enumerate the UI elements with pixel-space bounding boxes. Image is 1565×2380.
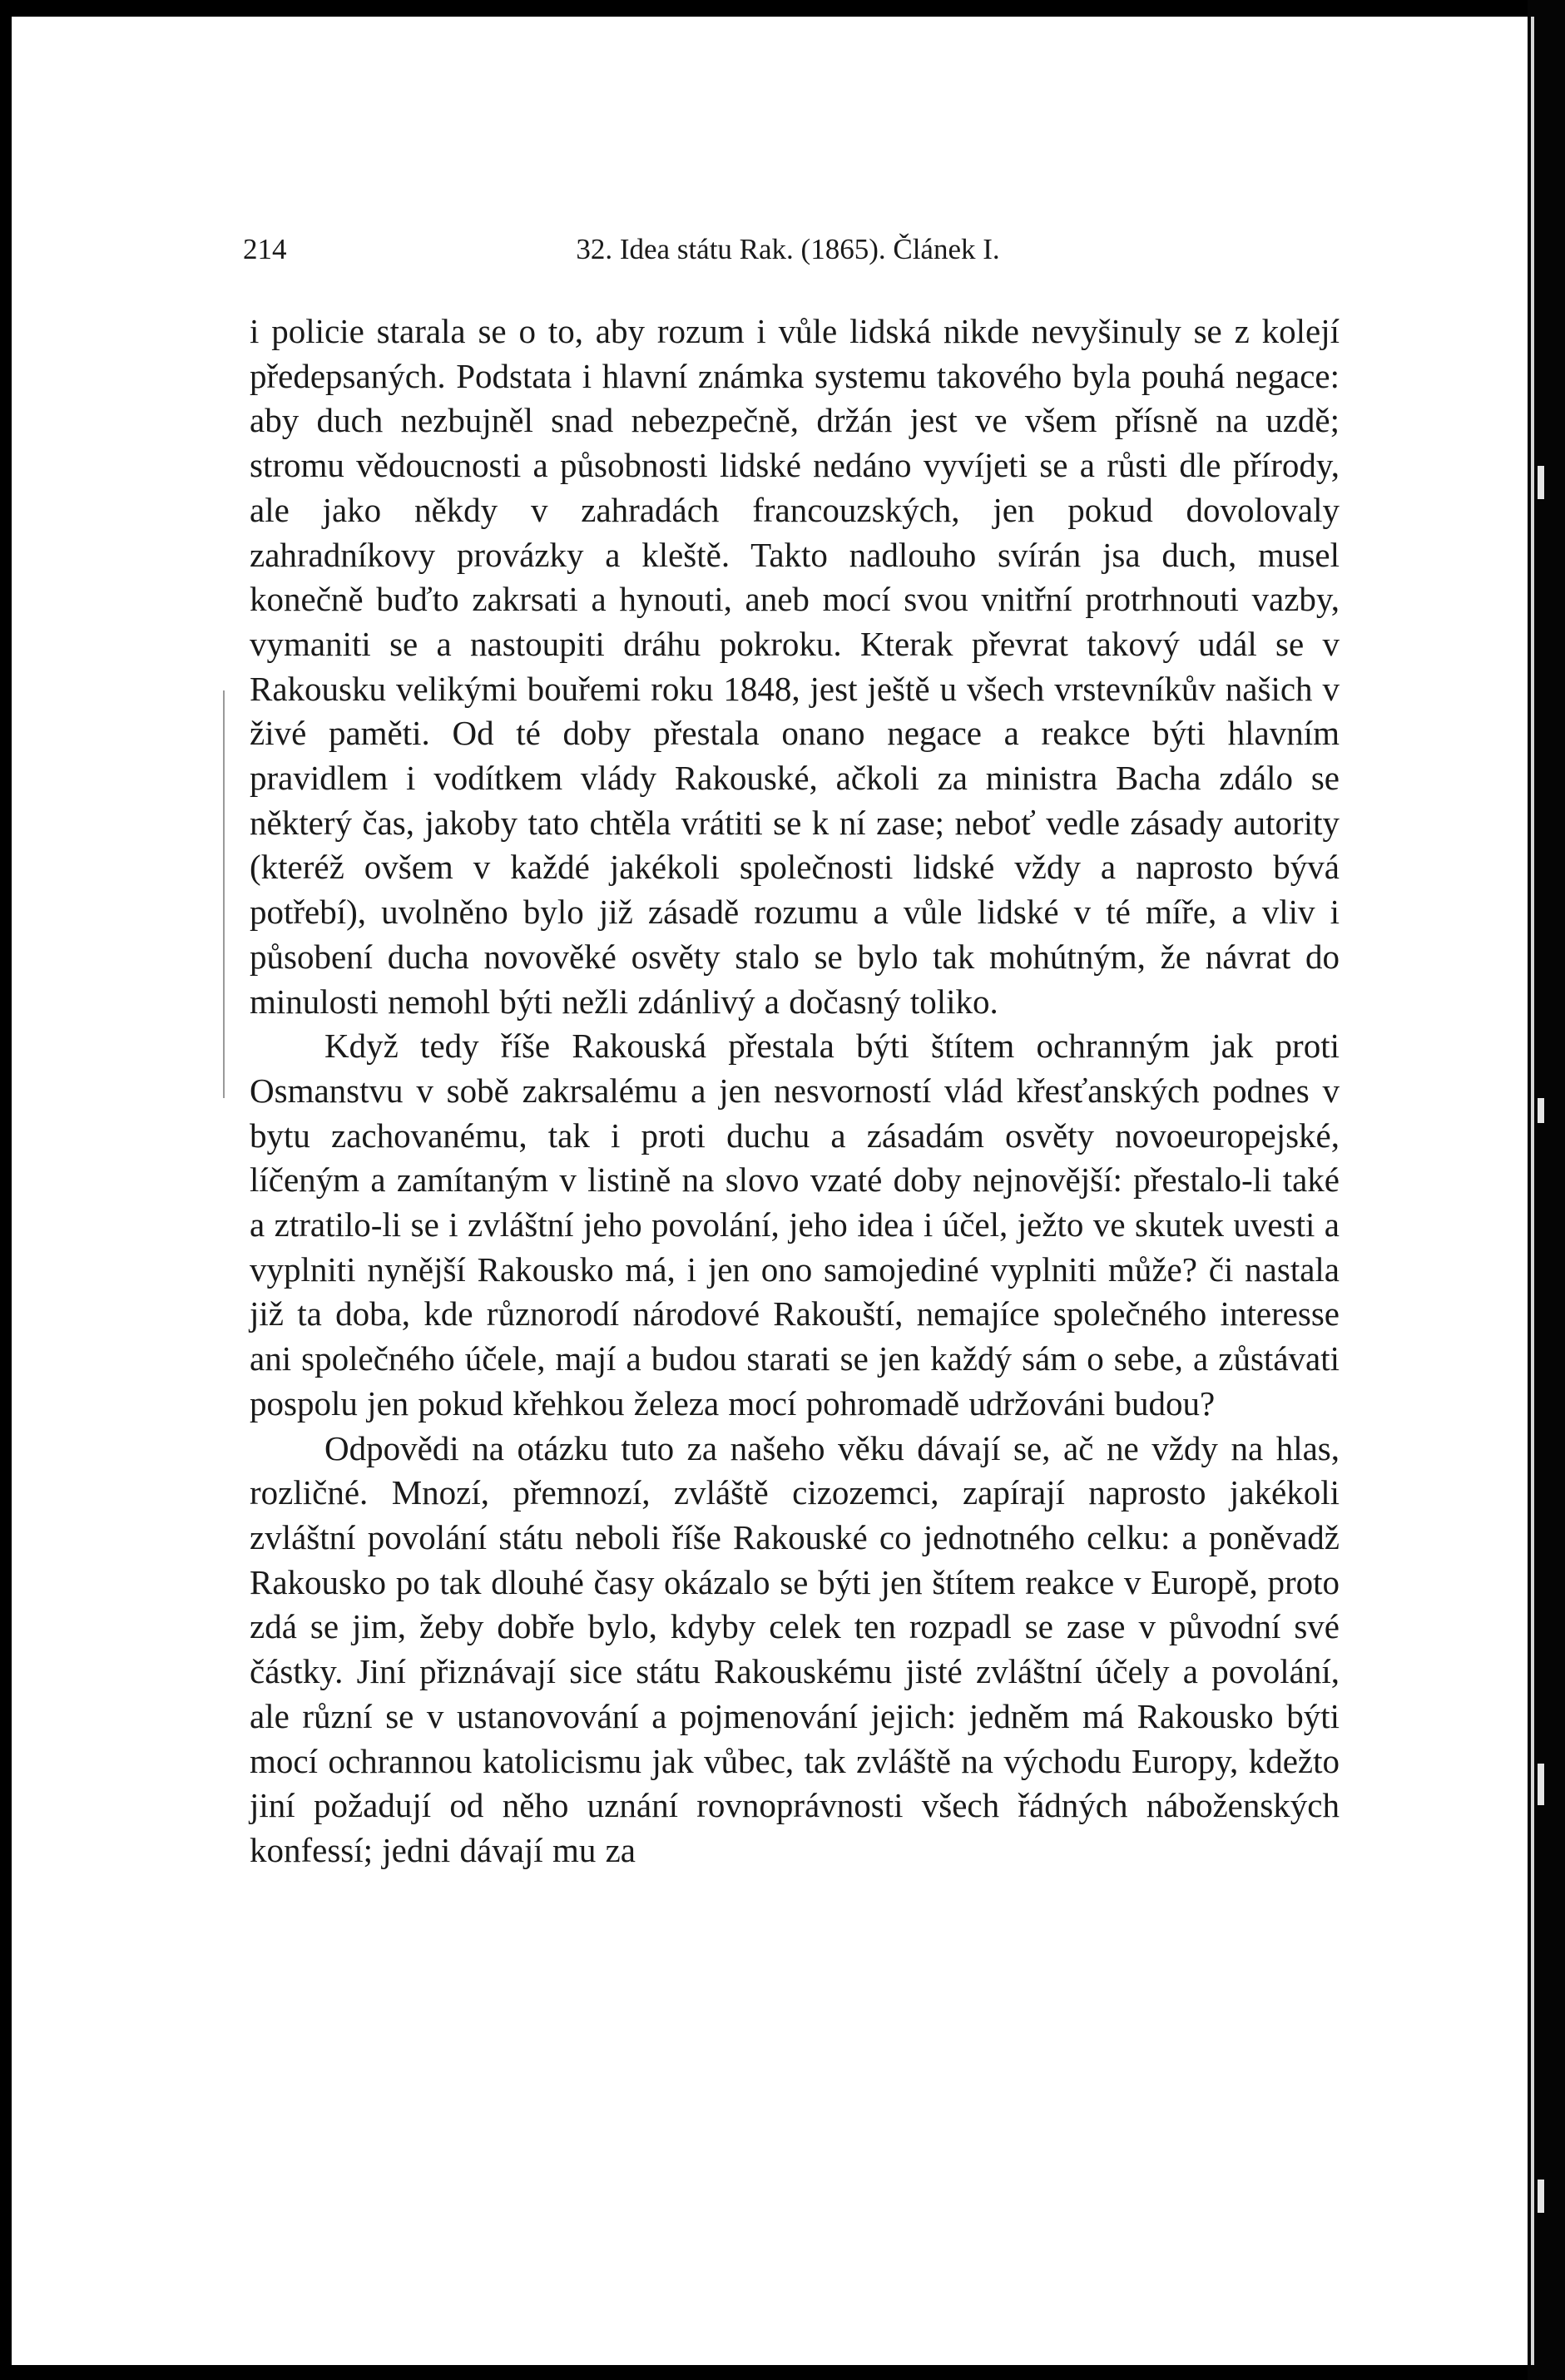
running-head [243,233,1333,283]
body-text [250,309,1340,1873]
scan-edge-mark [1538,1098,1544,1123]
page-number: 214 [243,233,287,265]
scan-edge-mark [1538,1764,1544,1805]
paragraph: Když tedy říše Rakouská přestala býti štítem ochranným jak proti Osmanstvu v sobě zakrsalému a jen nesvorností vlád křesťanských podnes v bytu zachovanému, tak i proti duchu a zásadám osvěty novoeuropejské, líčeným a zamítaným v listině na slovo vzaté doby nejnovější: přestalo-li také a ztratilo-li se i zvláštní jeho povolání, jeho idea i účel, ježto ve skutek uvesti a vyplniti nynější Rakousko má, i jen ono samojediné vyplniti může? či nastala již ta doba, kde různorodí národové Rakouští, nemajíce společného interesse ani společného účele, mají a budou starati se jen každý sám o sebe, a zůstávati pospolu jen pokud křehkou železa mocí pohromadě udržováni budou? [250,1027,1340,1423]
margin-pencil-line [223,690,225,1098]
scan-edge-mark [1538,2180,1544,2213]
running-title: 32. Idea státu Rak. (1865). Článek I. [576,233,1000,265]
paragraph: Odpovědi na otázku tuto za našeho věku dávají se, ač ne vždy na hlas, rozličné. Mnozí, přemnozí, zvláště cizozemci, zapírají naprosto jakékoli zvláštní povolání státu neboli říše Rakouské co jednotného celku: a poněvadž Rakousko po tak dlouhé časy okázalo se býti jen štítem reakce v Europě, proto zdá se jim, žeby dobře bylo, kdyby celek ten rozpadl se zase v původní své částky. Jiní přiznávají sice státu Rakouskému jisté zvláštní účely a povolání, ale různí se v ustanovování a pojmenování jejich: jedněm má Rakousko býti mocí ochrannou katolicismu jak vůbec, tak zvláště na východu Europy, kdežto jiní požadují od něho uznání rovnoprávnosti všech řádných náboženských konfessí; jedni dávají mu za [250,1428,1340,1869]
scan-edge-mark [1538,466,1544,499]
paragraph: i policie starala se o to, aby rozum i vůle lidská nikde nevyšinuly se z kolejí předepsaných. Podstata i hlavní známka systemu takového byla pouhá negace: aby duch nezbujněl snad nebezpečně, držán jest ve všem přísně na uzdě; stromu vědoucnosti a působnosti lidské nedáno vyvíjeti se a růsti dle přírody, ale jako někdy v zahradách francouzských, jen pokud dovolovaly zahradníkovy provázky a kleště. Takto nadlouho svírán jsa duch, musel konečně buďto zakrsati a hynouti, aneb mocí svou vnitřní protrhnouti vazby, vymaniti se a nastoupiti dráhu pokroku. Kterak převrat takový udál se v Rakousku velikými bouřemi roku 1848, jest ještě u všech vrstevníkův našich v živé paměti. Od té doby přestala onano negace a reakce býti hlavním pravidlem i vodítkem vlády Rakouské, ačkoli za ministra Bacha zdálo se některý čas, jakoby tato chtěla vrátiti se k ní zase; neboť vedle zásady autority (kteréž ovšem v každé jakékoli společnosti lidské vždy a naprosto bývá potřebí), uvolněno bylo již zásadě rozumu a vůle lidské v té míře, a vliv i působení ducha novověké osvěty stalo se bylo tak mohútným, že návrat do minulosti nemohl býti nežli zdánlivý a dočasný toliko. [250,312,1340,1021]
scan-edge-line [1531,17,1534,2365]
